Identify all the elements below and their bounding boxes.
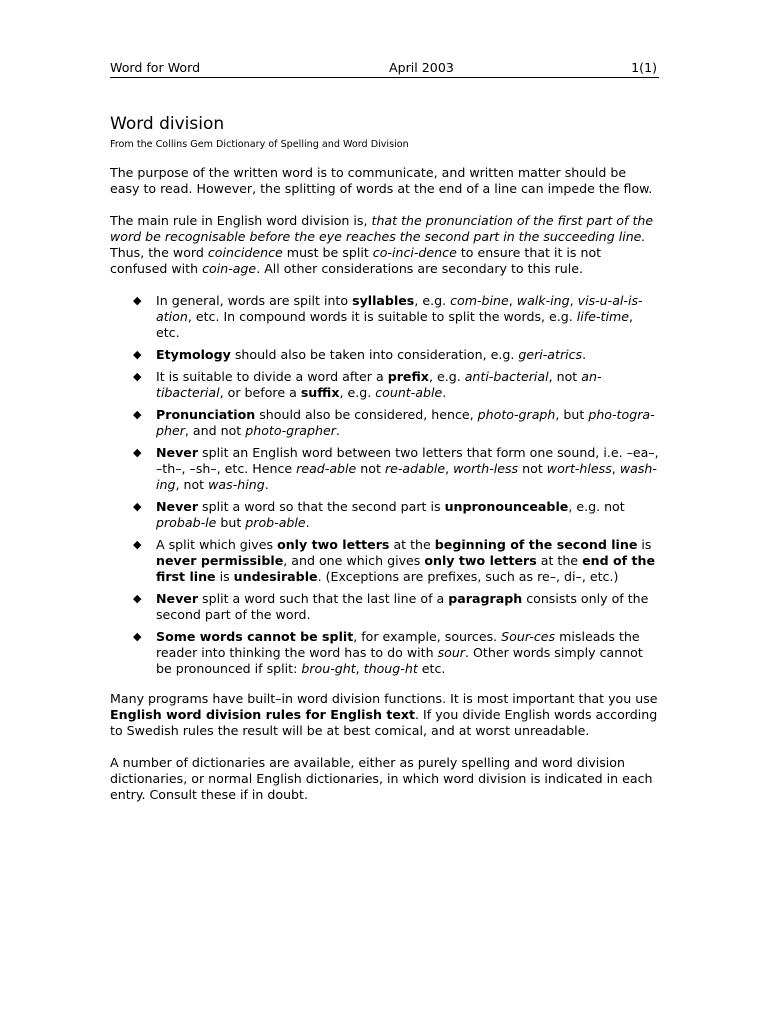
text: , etc. In compound words it is suitable to split the words, e.g. xyxy=(187,309,577,324)
bold-term: unpronounceable xyxy=(444,499,569,514)
text: not xyxy=(356,461,385,476)
text: , e.g. xyxy=(428,369,465,384)
dictionaries-paragraph: A number of dictionaries are available, either as purely spelling and word division dictionaries, or normal English dictionaries, in which word division is indicated in each entry. Consult these if in doubt. xyxy=(110,755,653,802)
bold-term: Pronunciation xyxy=(156,407,256,422)
example-word: worth-less xyxy=(453,461,519,476)
text: , and one which gives xyxy=(283,553,425,568)
example-word: re-adable xyxy=(384,461,446,476)
text: consists only of the second part of the word. xyxy=(156,591,649,622)
text: . xyxy=(305,515,310,530)
text: , xyxy=(355,661,364,676)
text: , e.g. xyxy=(339,385,376,400)
list-item xyxy=(110,445,659,493)
bold-term: beginning of the second line xyxy=(434,537,638,552)
text: not xyxy=(518,461,547,476)
text: . xyxy=(335,423,340,438)
list-item xyxy=(110,499,659,531)
diamond-bullet-icon: ◆ xyxy=(133,538,142,551)
text: Thus, the word xyxy=(110,245,208,260)
list-item xyxy=(110,537,659,585)
example-word: an-tibacterial xyxy=(156,369,602,400)
example-word: wash-ing xyxy=(156,461,657,492)
bold-term: English word division rules for English text xyxy=(110,707,416,722)
bold-term: Never xyxy=(156,499,199,514)
example-word: wort-hless xyxy=(546,461,612,476)
text: , xyxy=(569,293,578,308)
example-word: geri-atrics xyxy=(518,347,583,362)
text: , xyxy=(611,461,620,476)
text: split a word so that the second part is xyxy=(198,499,445,514)
header-document-name: Word for Word xyxy=(110,60,201,75)
text: is xyxy=(637,537,652,552)
text: A split which gives xyxy=(156,537,278,552)
example-word: com-bine xyxy=(450,293,509,308)
header-page-number: 1(1) xyxy=(631,60,657,75)
example-word: walk-ing xyxy=(516,293,570,308)
text: etc. xyxy=(417,661,446,676)
diamond-bullet-icon: ◆ xyxy=(133,630,142,643)
bold-term: paragraph xyxy=(448,591,523,606)
example-word: prob-able xyxy=(245,515,306,530)
example-word: coincidence xyxy=(207,245,283,260)
diamond-bullet-icon: ◆ xyxy=(133,500,142,513)
list-item xyxy=(110,347,659,363)
bold-term: undesirable xyxy=(233,569,318,584)
document-body xyxy=(110,165,659,819)
list-item xyxy=(110,629,659,677)
example-word: sour xyxy=(437,645,465,660)
text: The main rule in English word division is, xyxy=(110,213,372,228)
text: , xyxy=(445,461,454,476)
text: . (Exceptions are prefixes, such as re–, di–, etc.) xyxy=(317,569,619,584)
text: , or before a xyxy=(219,385,301,400)
bold-term: Some words cannot be split xyxy=(156,629,354,644)
page-subtitle: From the Collins Gem Dictionary of Spelling and Word Division xyxy=(110,139,409,150)
bold-term: suffix xyxy=(300,385,340,400)
bold-term: end of the first line xyxy=(156,553,656,584)
text: , e.g. not xyxy=(568,499,625,514)
text: to ensure that it is not confused with xyxy=(110,245,602,276)
text: split an English word between two letters that form one sound, i.e. –ea–, –th–, –sh–, etc. Hence xyxy=(156,445,659,476)
text: . If you divide English words according to Swedish rules the result will be at best comical, and at worst unreadable. xyxy=(110,707,658,738)
text: split a word such that the last line of a xyxy=(198,591,449,606)
example-word: vis-u-al-is-ation xyxy=(156,293,643,324)
list-item xyxy=(110,591,659,623)
text: misleads the reader into thinking the word has to do with xyxy=(156,629,640,660)
header-date: April 2003 xyxy=(389,60,454,75)
text: should also be considered, hence, xyxy=(255,407,478,422)
example-word: Sour-ces xyxy=(501,629,556,644)
example-word: pho-togra-pher xyxy=(156,407,655,438)
bold-term: only two letters xyxy=(277,537,390,552)
text: . Other words simply cannot be pronounced if split: xyxy=(156,645,643,676)
text: It is suitable to divide a word after a xyxy=(156,369,388,384)
intro-paragraph: The purpose of the written word is to communicate, and written matter should be easy to read. However, the splitting of words at the end of a line can impede the flow. xyxy=(110,165,653,196)
example-word: read-able xyxy=(296,461,357,476)
example-word: photo-grapher xyxy=(245,423,336,438)
example-word: thoug-ht xyxy=(363,661,418,676)
diamond-bullet-icon: ◆ xyxy=(133,370,142,383)
main-rule-paragraph xyxy=(110,213,659,277)
page-header xyxy=(110,60,659,78)
text: at the xyxy=(536,553,583,568)
text: In general, words are spilt into xyxy=(156,293,353,308)
list-item xyxy=(110,293,659,341)
text: . xyxy=(442,385,447,400)
example-word: anti-bacterial xyxy=(464,369,549,384)
text: , not xyxy=(548,369,582,384)
bold-term: syllables xyxy=(352,293,415,308)
example-word: life-time xyxy=(576,309,629,324)
text: , e.g. xyxy=(414,293,451,308)
text: , for example, sources. xyxy=(353,629,502,644)
diamond-bullet-icon: ◆ xyxy=(133,446,142,459)
text: at the xyxy=(389,537,435,552)
text: . xyxy=(264,477,269,492)
text: must be split xyxy=(282,245,373,260)
text: , not xyxy=(175,477,209,492)
text: , and not xyxy=(184,423,246,438)
example-word: probab-le xyxy=(156,515,217,530)
page-title: Word division xyxy=(110,114,225,134)
bold-term: never permissible xyxy=(156,553,284,568)
bold-term: Never xyxy=(156,445,199,460)
main-rule-emphasis: that the pronunciation of the first part of the word be recognisable before the eye reaches the second part in the succeeding line. xyxy=(110,213,654,244)
rules-list xyxy=(110,293,659,677)
example-word: photo-graph xyxy=(477,407,556,422)
diamond-bullet-icon: ◆ xyxy=(133,294,142,307)
diamond-bullet-icon: ◆ xyxy=(133,592,142,605)
example-word: was-hing xyxy=(208,477,265,492)
text: but xyxy=(216,515,246,530)
text: . All other considerations are secondary to this rule. xyxy=(256,261,584,276)
text: . xyxy=(582,347,587,362)
bold-term: prefix xyxy=(387,369,429,384)
text: , but xyxy=(555,407,589,422)
example-word: count-able xyxy=(375,385,443,400)
programs-paragraph xyxy=(110,691,659,739)
diamond-bullet-icon: ◆ xyxy=(133,408,142,421)
text: , etc. xyxy=(156,309,633,340)
example-word: co-inci-dence xyxy=(372,245,457,260)
example-word: coin-age xyxy=(202,261,257,276)
bold-term: Etymology xyxy=(156,347,231,362)
bold-term: only two letters xyxy=(424,553,537,568)
example-word: brou-ght xyxy=(301,661,356,676)
text: Many programs have built–in word division functions. It is most important that you use xyxy=(110,691,658,706)
text: should also be taken into consideration, e.g. xyxy=(230,347,519,362)
list-item xyxy=(110,407,659,439)
text: is xyxy=(215,569,234,584)
bold-term: Never xyxy=(156,591,199,606)
list-item xyxy=(110,369,659,401)
diamond-bullet-icon: ◆ xyxy=(133,348,142,361)
text: , xyxy=(508,293,517,308)
